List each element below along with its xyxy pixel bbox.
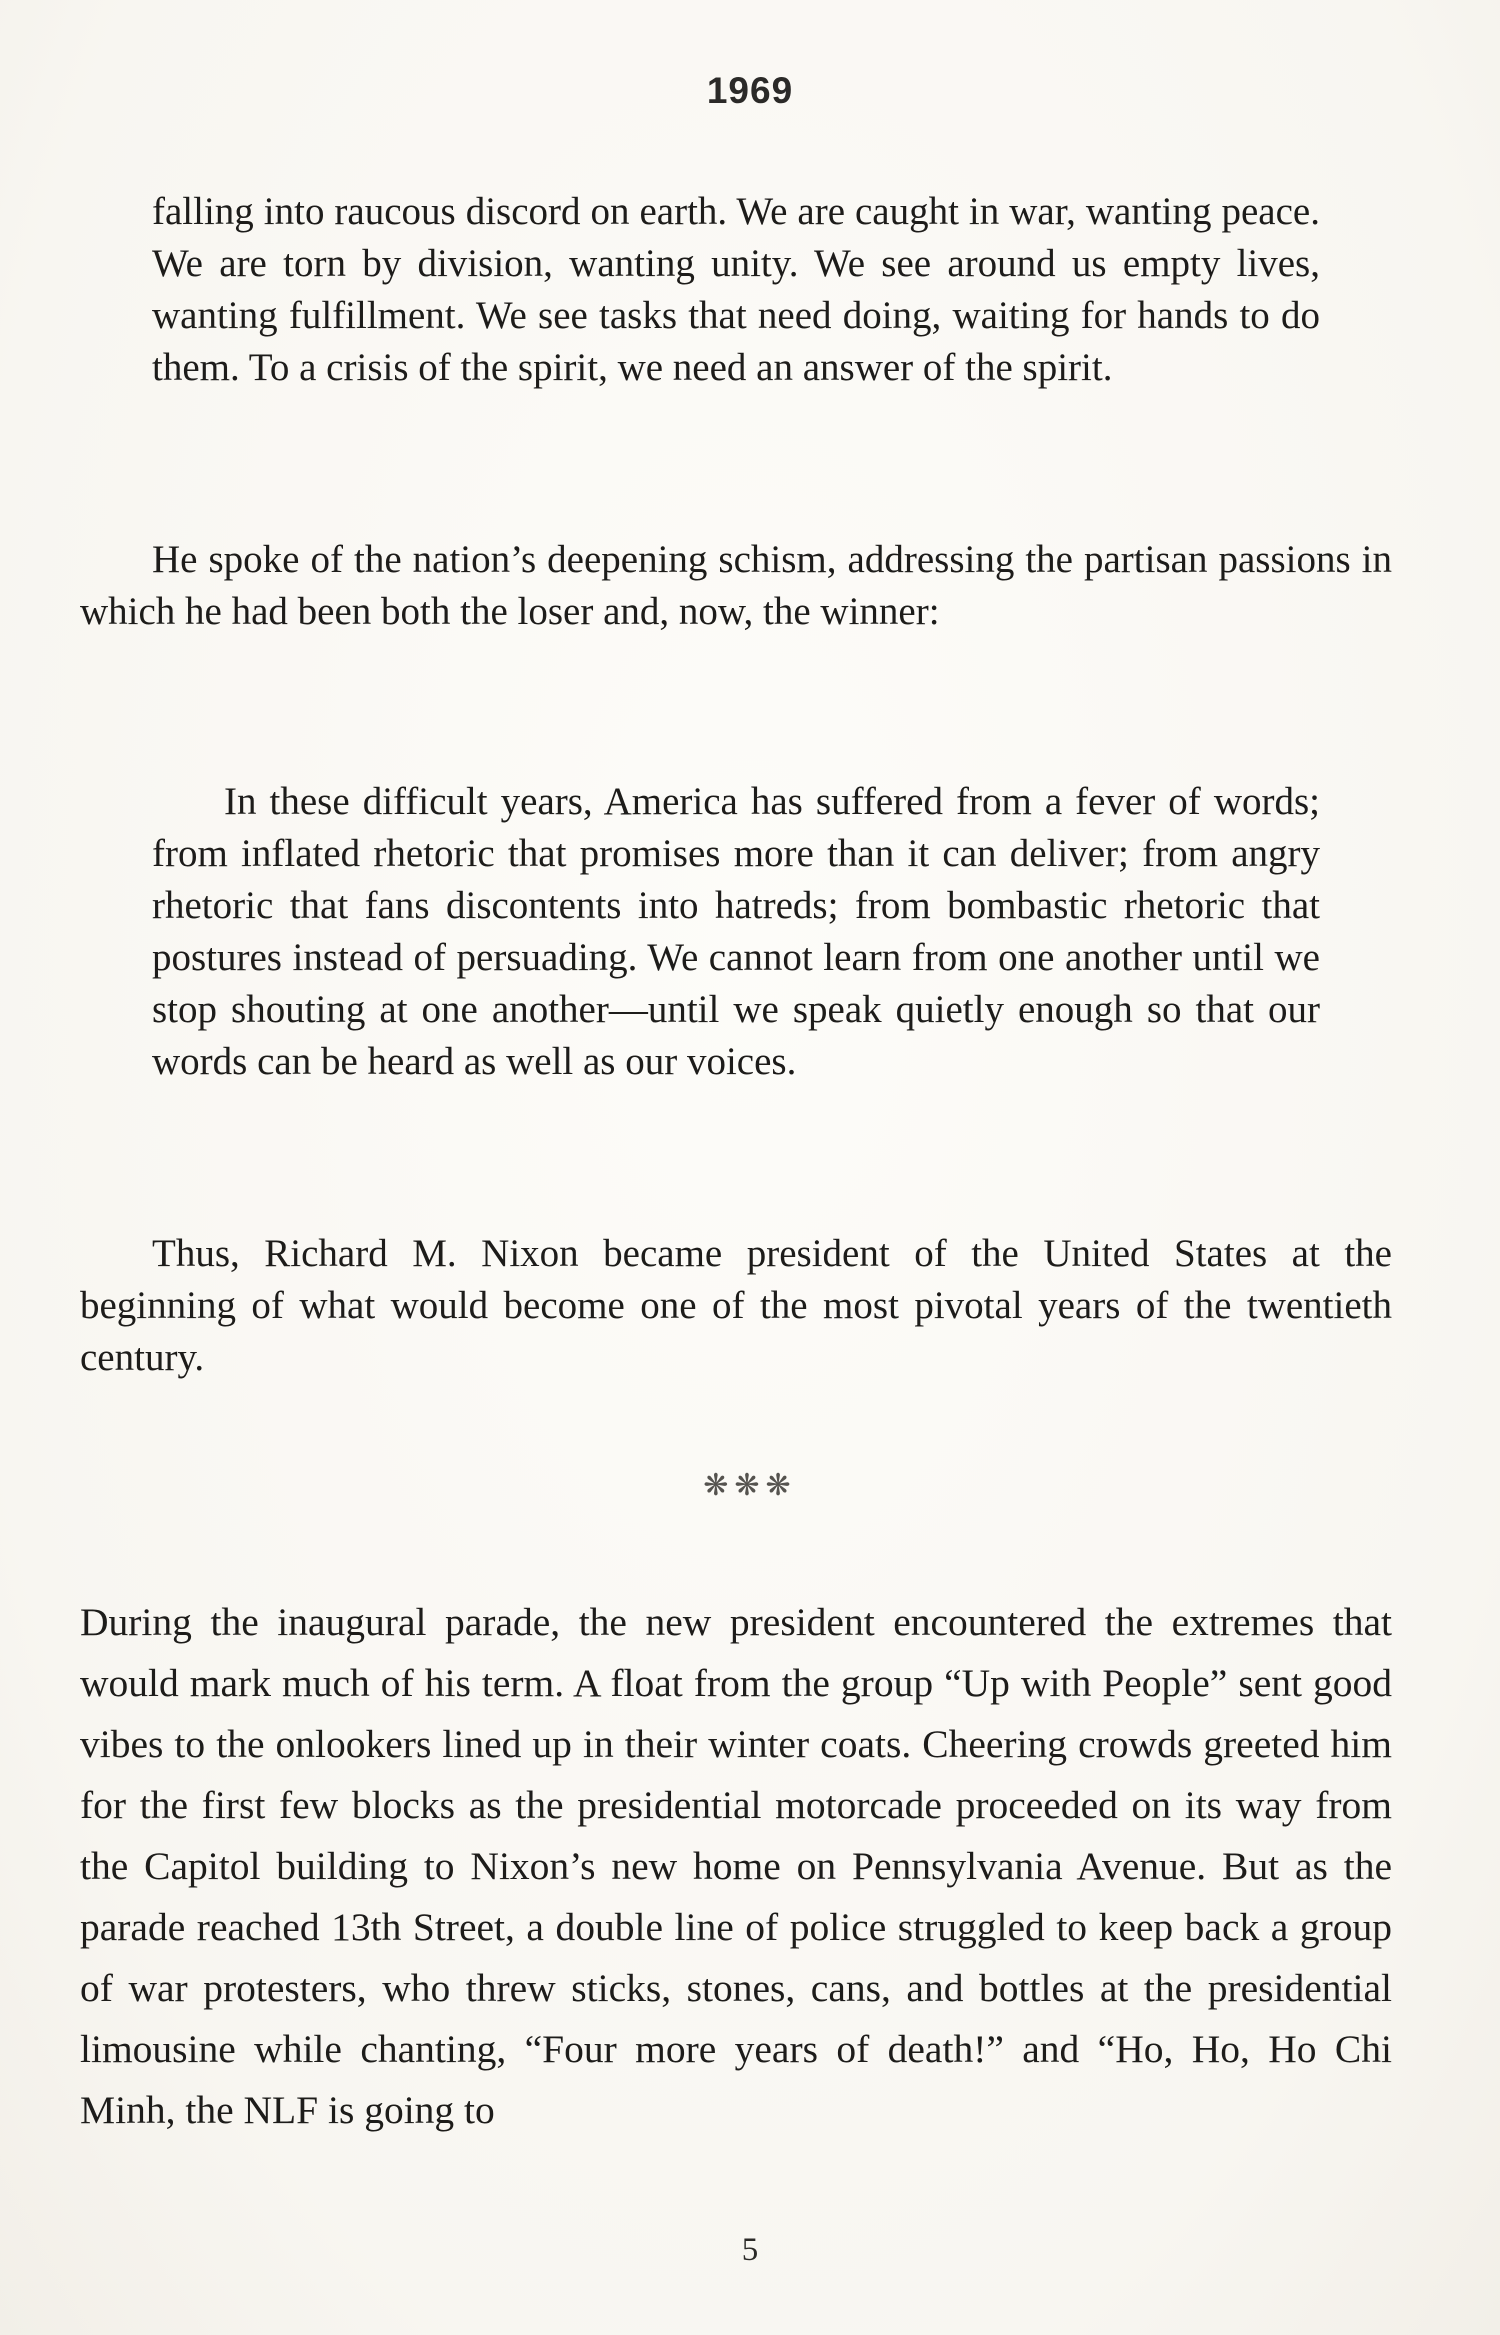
body-paragraph-nixon-president: Thus, Richard M. Nixon became president of the United States at the beginning of what would become one of the most pivotal years of the twentieth century. [80, 1232, 1392, 1379]
block-quote-inaugural-excerpt: falling into raucous discord on earth. We are caught in war, wanting peace. We are torn by division, wanting unity. We see around us empty lives, wanting fulfillment. We see tasks that need doing, waiting for hands to do them. To a crisis of the spirit, we need an answer of the spirit. [152, 190, 1320, 389]
page-number: 5 [741, 2232, 759, 2268]
body-paragraph-schism: He spoke of the nation’s deepening schism, addressing the partisan passions in which he had been both the loser and, now, the winner: [80, 538, 1392, 633]
running-head: 1969 [706, 70, 794, 111]
block-quote-fever-of-words: In these difficult years, America has suffered from a fever of words; from inflated rhetoric that promises more than it can deliver; from angry rhetoric that fans discontents into hatreds; from bombastic rhetoric that postures instead of persuading. We cannot learn from one another until we stop shouting at one another—until we speak quietly enough so that our words can be heard as well as our voices. [152, 780, 1320, 1083]
section-break-ornament-icon: ❋❋❋ [703, 1468, 797, 1503]
body-paragraph-inaugural-parade: During the inaugural parade, the new president encountered the extremes that would mark much of his term. A float from the group “Up with People” sent good vibes to the onlookers lined up in their winter coats. Cheering crowds greeted him for the first few blocks as the presidential motorcade proceeded on its way from the Capitol building to Nixon’s new home on Pennsylvania Avenue. But as the parade reached 13th Street, a double line of police struggled to keep back a group of war protesters, who threw sticks, stones, cans, and bottles at the presidential limousine while chanting, “Four more years of death!” and “Ho, Ho, Ho Chi Minh, the NLF is going to [80, 1600, 1392, 2132]
